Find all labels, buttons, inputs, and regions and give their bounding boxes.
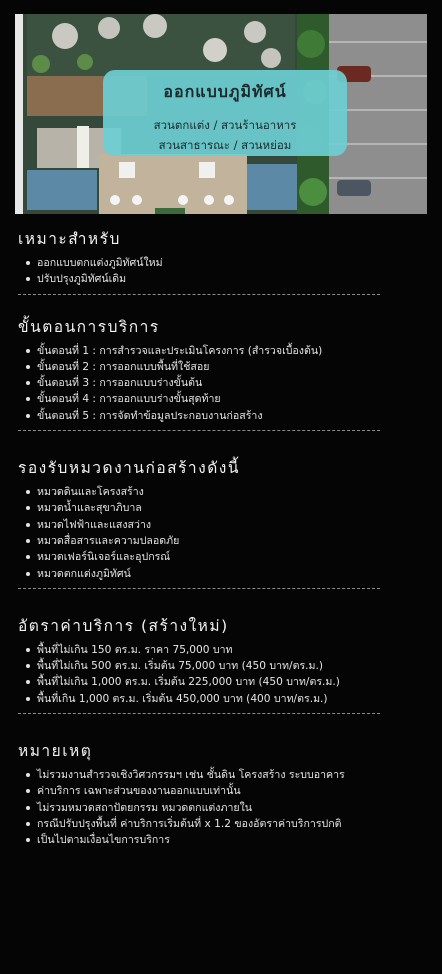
- list-item: ค่าบริการ เฉพาะส่วนของงานออกแบบเท่านั้น: [26, 783, 424, 799]
- list-item: หมวดตกแต่งภูมิทัศน์: [26, 566, 424, 582]
- hero-title-badge: [103, 70, 347, 156]
- section-service-rates: [0, 613, 442, 714]
- list-item: หมวดสื่อสารและความปลอดภัย: [26, 533, 424, 549]
- landscape-plan-image: [15, 14, 427, 214]
- list-item: พื้นที่ไม่เกิน 1,000 ตร.ม. เริ่มต้น 225,000 บาท (450 บาท/ตร.ม.): [26, 674, 424, 690]
- dashed-divider: [18, 588, 380, 589]
- bullet-list: [18, 343, 424, 424]
- list-item: หมวดไฟฟ้าและแสงสว่าง: [26, 517, 424, 533]
- list-item: เป็นไปตามเงื่อนไขการบริการ: [26, 832, 424, 848]
- list-item: ขั้นตอนที่ 5 : การจัดทำข้อมูลประกอบงานก่อสร้าง: [26, 408, 424, 424]
- hero-subtitle-line-2: สวนสาธารณะ / สวนหย่อม: [158, 138, 292, 152]
- bullet-list: [18, 255, 424, 288]
- section-title: ขั้นตอนการบริการ: [18, 317, 160, 336]
- section-notes: [0, 738, 442, 848]
- list-item: ไม่รวมงานสำรวจเชิงวิศวกรรมฯ เช่น ชั้นดิน โครงสร้าง ระบบอาคาร: [26, 767, 424, 783]
- list-item: ขั้นตอนที่ 4 : การออกแบบร่างขั้นสุดท้าย: [26, 391, 424, 407]
- list-item: หมวดดินและโครงสร้าง: [26, 484, 424, 500]
- list-item: ขั้นตอนที่ 2 : การออกแบบพื้นที่ใช้สอย: [26, 359, 424, 375]
- bullet-list: [18, 767, 424, 848]
- bullet-list: [18, 484, 424, 582]
- dashed-divider: [18, 430, 380, 431]
- section-construction-categories: [0, 455, 442, 589]
- list-item: พื้นที่ไม่เกิน 500 ตร.ม. เริ่มต้น 75,000 บาท (450 บาท/ตร.ม.): [26, 658, 424, 674]
- section-suitable-for: [0, 226, 442, 295]
- list-item: หมวดเฟอร์นิเจอร์และอุปกรณ์: [26, 549, 424, 565]
- dashed-divider: [18, 713, 380, 714]
- list-item: กรณีปรับปรุงพื้นที่ ค่าบริการเริ่มต้นที่ x 1.2 ของอัตราค่าบริการปกติ: [26, 816, 424, 832]
- list-item: ออกแบบตกแต่งภูมิทัศน์ใหม่: [26, 255, 424, 271]
- section-title: รองรับหมวดงานก่อสร้างดังนี้: [18, 459, 240, 478]
- list-item: ปรับปรุงภูมิทัศน์เดิม: [26, 271, 424, 287]
- list-item: ขั้นตอนที่ 3 : การออกแบบร่างขั้นต้น: [26, 375, 424, 391]
- section-title: อัตราค่าบริการ (สร้างใหม่): [18, 616, 229, 635]
- section-service-steps: [0, 314, 442, 431]
- section-title: หมายเหตุ: [18, 742, 93, 761]
- list-item: ขั้นตอนที่ 1 : การสำรวจและประเมินโครงการ (สำรวจเบื้องต้น): [26, 343, 424, 359]
- list-item: พื้นที่ไม่เกิน 150 ตร.ม. ราคา 75,000 บาท: [26, 642, 424, 658]
- hero-subtitle-line-1: สวนตกแต่ง / สวนร้านอาหาร: [153, 118, 297, 132]
- list-item: พื้นที่เกิน 1,000 ตร.ม. เริ่มต้น 450,000 บาท (400 บาท/ตร.ม.): [26, 691, 424, 707]
- hero-title: ออกแบบภูมิทัศน์: [163, 82, 287, 101]
- list-item: หมวดน้ำและสุขาภิบาล: [26, 500, 424, 516]
- list-item: ไม่รวมหมวดสถาปัตยกรรม หมวดตกแต่งภายใน: [26, 800, 424, 816]
- bullet-list: [18, 642, 424, 707]
- section-title: เหมาะสำหรับ: [18, 230, 121, 248]
- dashed-divider: [18, 294, 380, 295]
